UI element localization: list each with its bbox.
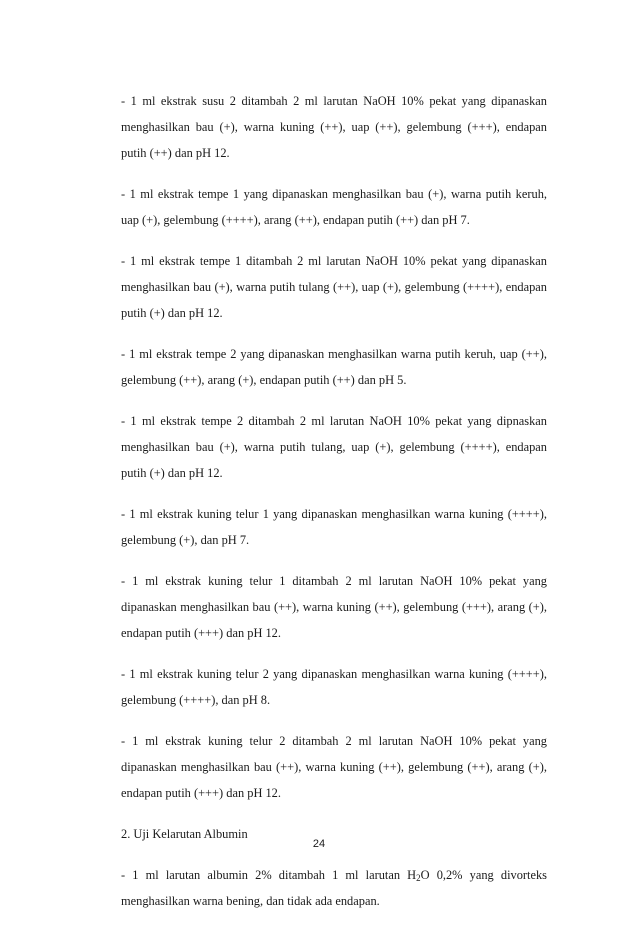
section-heading: 2. Uji Kelarutan Albumin <box>121 827 248 841</box>
page-number: 24 <box>312 838 326 850</box>
paragraph-tempe-1: - 1 ml ekstrak tempe 1 yang dipanaskan menghasilkan bau (+), warna putih keruh, uap (+), gelembung (++++), arang (++), endapan putih (++) dan pH 7. <box>121 187 547 227</box>
paragraph-albumin <box>121 862 547 914</box>
paragraph-tempe-2-naoh: - 1 ml ekstrak tempe 2 ditambah 2 ml larutan NaOH 10% pekat yang dipnaskan menghasilkan bau (+), warna putih tulang, uap (+), gelembung (++++), endapan putih (+) dan pH 12. <box>121 414 547 480</box>
albumin-text-start: - 1 ml larutan albumin 2% ditambah 1 ml larutan H <box>121 868 417 882</box>
albumin-text-end: O 0,2% yang divorteks menghasilkan warna bening, dan tidak ada endapan. <box>121 868 547 908</box>
paragraph-kuning-telur-2: - 1 ml ekstrak kuning telur 2 yang dipanaskan menghasilkan warna kuning (++++), gelembung (++++), dan pH 8. <box>121 667 547 707</box>
paragraph-tempe-1-naoh: - 1 ml ekstrak tempe 1 ditambah 2 ml larutan NaOH 10% pekat yang dipanaskan menghasilkan bau (+), warna putih tulang (++), uap (+), gelembung (++++), endapan putih (+) dan pH 12. <box>121 254 547 320</box>
paragraph-kuning-telur-2-naoh: - 1 ml ekstrak kuning telur 2 ditambah 2 ml larutan NaOH 10% pekat yang dipanaskan menghasilkan bau (++), warna kuning (++), gelembung (++), arang (+), endapan putih (+++) dan pH 12. <box>121 734 547 800</box>
h2o-subscript: 2 <box>416 873 421 884</box>
paragraph-kuning-telur-1: - 1 ml ekstrak kuning telur 1 yang dipanaskan menghasilkan warna kuning (++++), gelembung (+), dan pH 7. <box>121 507 547 547</box>
paragraph-susu-2-naoh: - 1 ml ekstrak susu 2 ditambah 2 ml larutan NaOH 10% pekat yang dipanaskan menghasilkan bau (+), warna kuning (++), uap (++), gelembung (+++), endapan putih (++) dan pH 12. <box>121 94 547 160</box>
paragraph-tempe-2: - 1 ml ekstrak tempe 2 yang dipanaskan menghasilkan warna putih keruh, uap (++), gelembung (++), arang (+), endapan putih (++) dan pH 5. <box>121 347 547 387</box>
paragraph-kuning-telur-1-naoh: - 1 ml ekstrak kuning telur 1 ditambah 2 ml larutan NaOH 10% pekat yang dipanaskan menghasilkan bau (++), warna kuning (++), gelembung (+++), arang (+), endapan putih (+++) dan pH 12. <box>121 574 547 640</box>
page-body <box>121 88 547 929</box>
